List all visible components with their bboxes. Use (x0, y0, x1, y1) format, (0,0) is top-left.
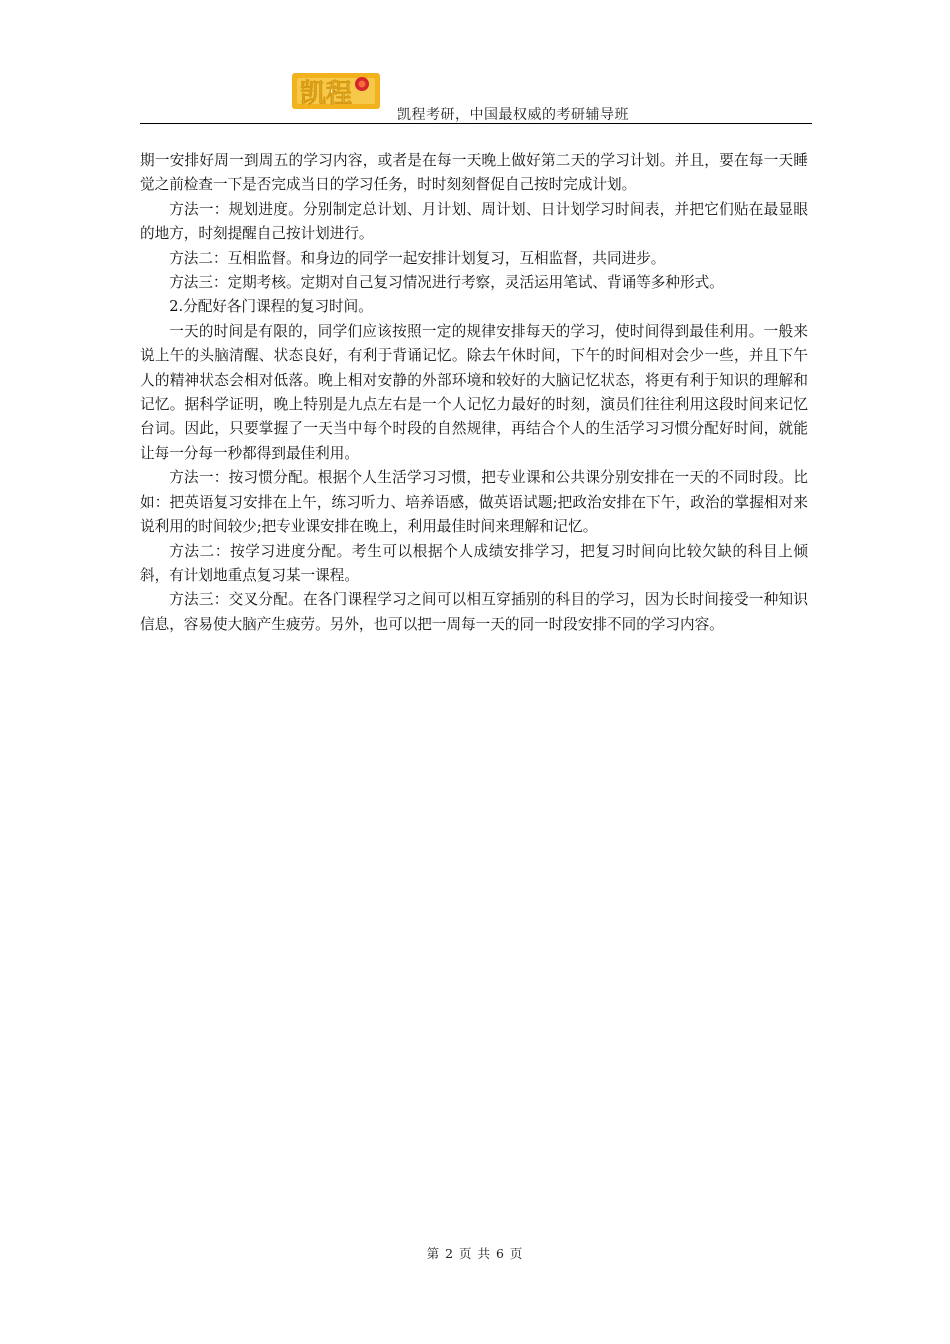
document-body (140, 149, 808, 637)
paragraph: 一天的时间是有限的，同学们应该按照一定的规律安排每天的学习，使时间得到最佳利用。一般来说上午的头脑清醒、状态良好，有利于背诵记忆。除去午休时间，下午的时间相对会少一些，并且下午人的精神状态会相对低落。晚上相对安静的外部环境和较好的大脑记忆状态，将更有利于知识的理解和记忆。据科学证明，晚上特别是九点左右是一个人记忆力最好的时刻，演员们往往利用这段时间来记忆台词。因此，只要掌握了一天当中每个时段的自然规律，再结合个人的生活学习习惯分配好时间，就能让每一分每一秒都得到最佳利用。 (140, 322, 808, 462)
kaicheng-logo (290, 70, 382, 112)
header-divider (140, 123, 812, 124)
paragraph: 方法三：交叉分配。在各门课程学习之间可以相互穿插别的科目的学习，因为长时间接受一种知识信息，容易使大脑产生疲劳。另外，也可以把一周每一天的同一时段安排不同的学习内容。 (140, 591, 808, 633)
header-title: 凯程考研，中国最权威的考研辅导班 (397, 107, 629, 123)
logo-text: 凯程 (300, 79, 353, 109)
paragraph: 方法一：按习惯分配。根据个人生活学习习惯，把专业课和公共课分别安排在一天的不同时段。比如：把英语复习安排在上午，练习听力、培养语感，做英语试题;把政治安排在下午，政治的掌握相对来说利用的时间较少;把专业课安排在晚上，利用最佳时间来理解和记忆。 (140, 469, 808, 536)
page-number: 第 2 页 共 6 页 (426, 1246, 524, 1261)
paragraph: 方法二：互相监督。和身边的同学一起安排计划复习，互相监督，共同进步。 (169, 249, 666, 267)
page-header (140, 60, 812, 124)
paragraph: 方法三：定期考核。定期对自己复习情况进行考察，灵活运用笔试、背诵等多种形式。 (169, 274, 724, 292)
section-heading: 2.分配好各门课程的复习时间。 (169, 298, 373, 316)
paragraph: 期一安排好周一到周五的学习内容，或者是在每一天晚上做好第二天的学习计划。并且，要在每一天睡觉之前检查一下是否完成当日的学习任务，时时刻刻督促自己按时完成计划。 (140, 152, 808, 194)
paragraph: 方法一：规划进度。分别制定总计划、月计划、周计划、日计划学习时间表，并把它们贴在最显眼的地方，时刻提醒自己按计划进行。 (140, 200, 808, 243)
paragraph: 方法二：按学习进度分配。考生可以根据个人成绩安排学习，把复习时间向比较欠缺的科目上倾斜，有计划地重点复习某一课程。 (140, 542, 808, 584)
